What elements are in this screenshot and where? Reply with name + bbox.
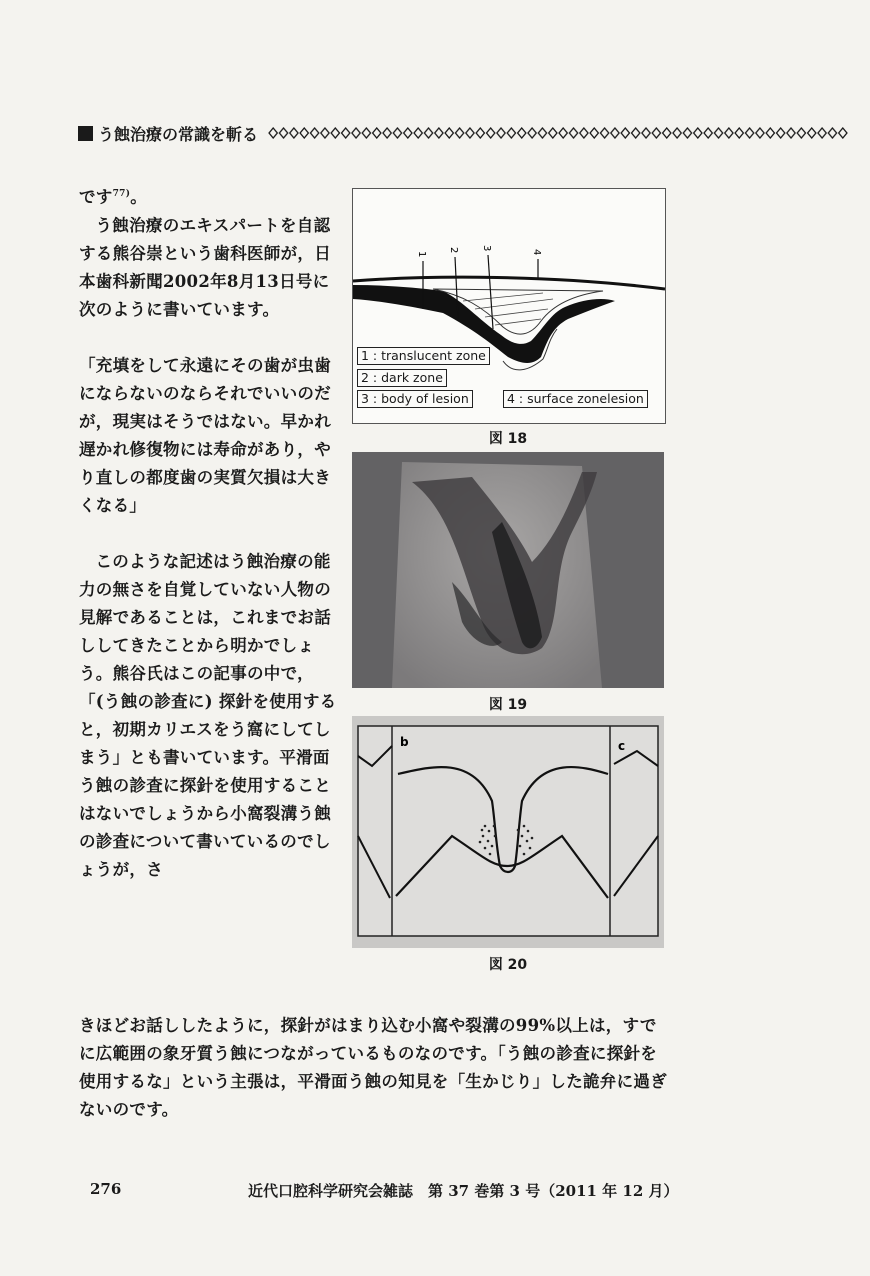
section-header <box>78 122 848 144</box>
journal-citation: 近代口腔科学研究会雑誌 第 37 巻第 3 号（2011 年 12 月） <box>248 1182 679 1200</box>
figure-18-diagram <box>352 188 666 424</box>
label-translucent-zone: 1 : translucent zone <box>357 347 490 365</box>
fig18-number-3: 3 <box>481 245 492 252</box>
black-square-icon <box>78 126 93 141</box>
lesion-zones-drawing <box>353 189 665 423</box>
figure-19-caption: 図 19 <box>488 697 528 713</box>
full-width-text <box>79 1012 669 1124</box>
fig18-number-2: 2 <box>448 247 459 254</box>
reference-mark: 77) <box>112 189 131 199</box>
label-body-of-lesion: 3 : body of lesion <box>357 390 473 408</box>
fissure-drawing <box>352 716 664 948</box>
page-footer <box>90 1180 690 1202</box>
paragraph-5: きほどお話ししたように，探針がはまり込む小窩や裂溝の99%以上は，すでに広範囲の象牙質う蝕につながっているものなのです。「う蝕の診査に探針を使用するな」という主張は，平滑面う蝕の知見を「生かじり」した詭弁に過ぎないのです。 <box>79 1016 667 1119</box>
diamond-pattern-divider <box>268 127 848 139</box>
panel-c-label: c <box>618 739 626 753</box>
paragraph-1: です$^{77)}$。 <box>79 187 148 207</box>
tooth-section-photo <box>352 452 664 688</box>
fig18-number-1: 1 <box>416 251 427 258</box>
figure-18-caption: 図 18 <box>488 431 528 447</box>
panel-b-label: b <box>400 735 409 749</box>
page-number: 276 <box>90 1180 122 1198</box>
figure-20-caption: 図 20 <box>488 957 528 973</box>
quote-paragraph: 「充填をして永遠にその歯が虫歯にならないのならそれでいいのだが，現実はそうではない。早かれ遅かれ修復物には寿命があり，やり直しの都度歯の実質欠損は大きくなる」 <box>79 355 331 515</box>
label-surface-zone: 4 : surface zonelesion <box>503 390 648 408</box>
paragraph-4: このような記述はう蝕治療の能力の無さを自覚していない人物の見解であることは，これまでお話ししてきたことから明かでしょう。熊谷氏はこの記事の中で，「(う蝕の診査に) 探針を使用すると，初期カリエスをう窩にしてしまう」とも書いています。平滑面う蝕の診査に探針を使用することはないでしょうから小窩裂溝う蝕の診査について書いているのでしょうが，さ <box>79 551 337 879</box>
paragraph-2: う蝕治療のエキスパートを自認する熊谷崇という歯科医師が，日本歯科新聞2002年8月13日号に次のように書いています。 <box>79 215 331 319</box>
fig18-number-4: 4 <box>531 249 542 256</box>
left-column-text <box>79 180 339 884</box>
figure-20-diagram <box>352 716 664 948</box>
label-dark-zone: 2 : dark zone <box>357 369 447 387</box>
figure-19-photo <box>352 452 664 688</box>
section-title: う蝕治療の常識を斬る <box>98 124 259 144</box>
